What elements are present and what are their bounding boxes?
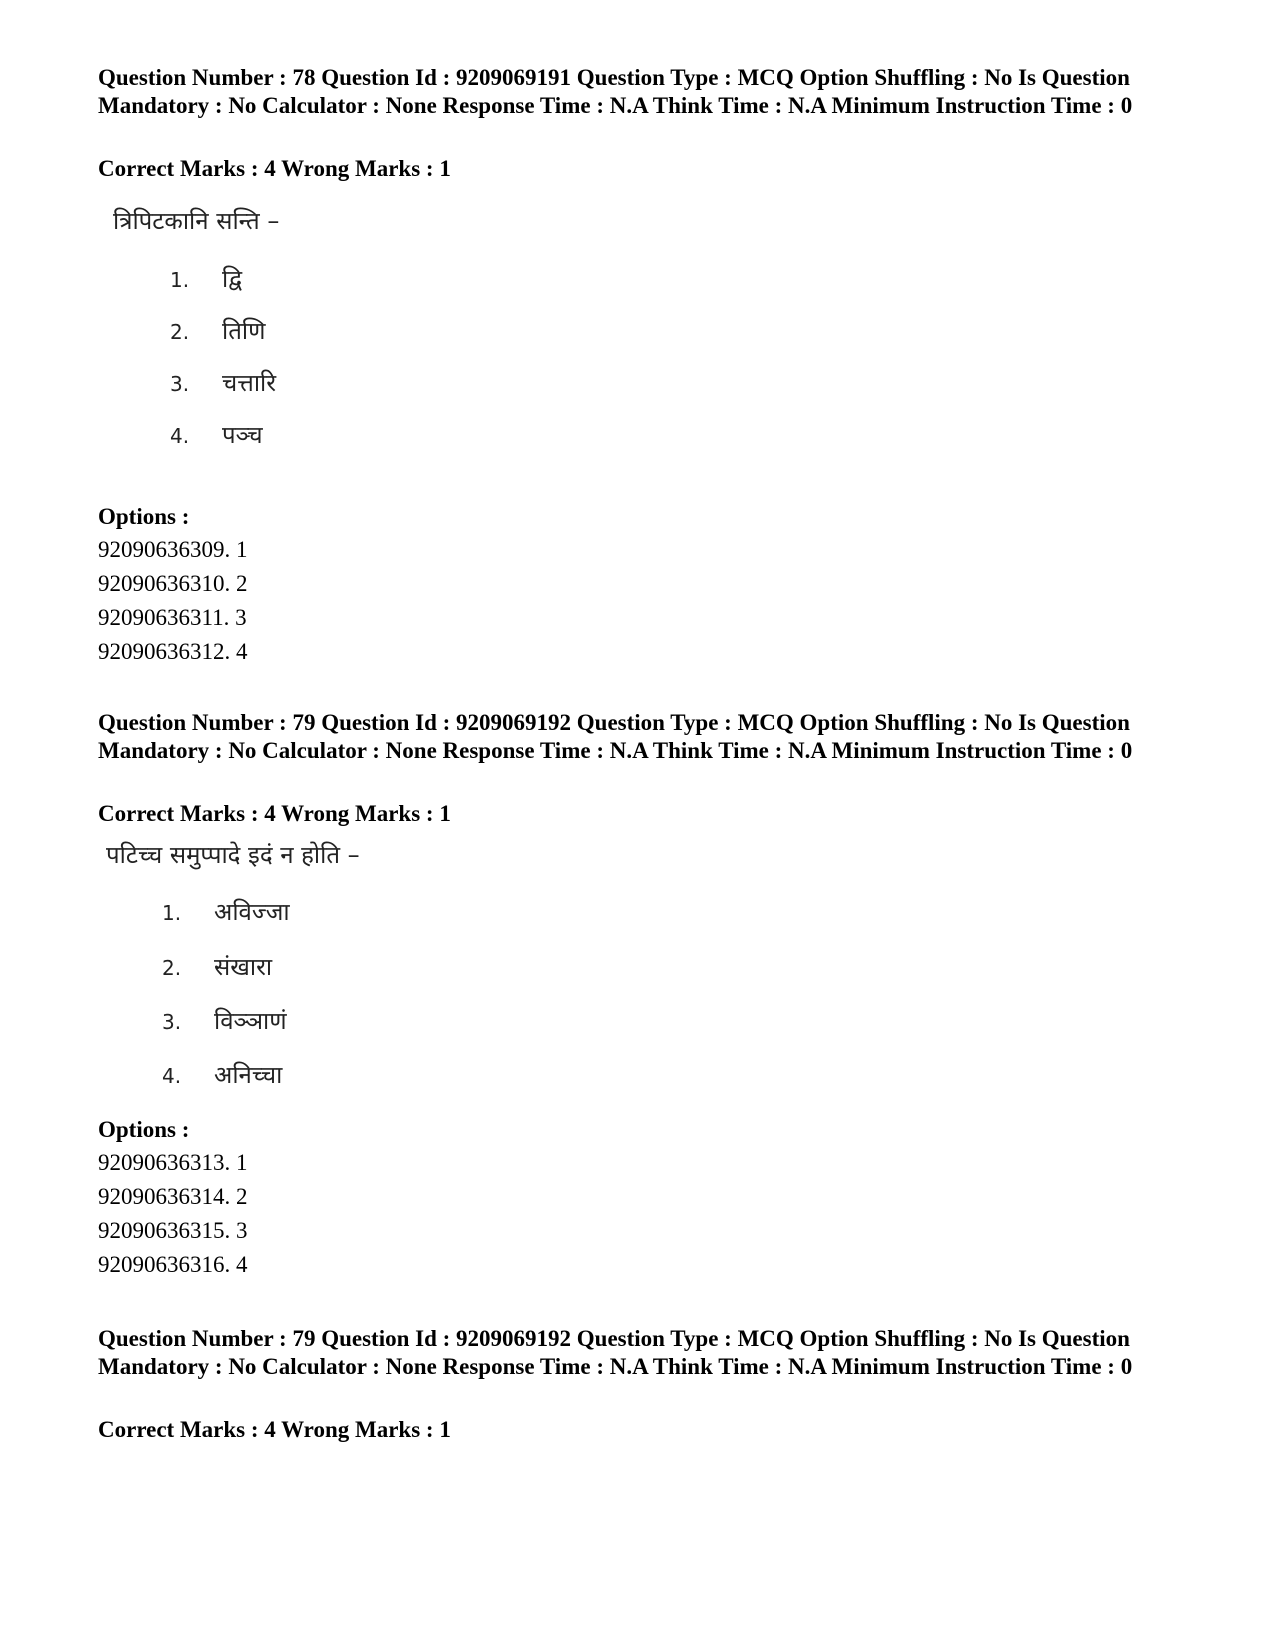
choice-text: द्वि (222, 265, 243, 293)
question-choice (170, 418, 263, 451)
question-choice (170, 262, 242, 295)
option-line: 92090636309. 1 (98, 537, 248, 562)
choice-number: 3. (170, 372, 190, 396)
option-line: 92090636311. 3 (98, 605, 247, 630)
question-stem: पटिच्च समुप्पादे इदं न होति – (106, 841, 360, 869)
choice-text: पञ्च (222, 421, 263, 449)
options-label: Options : (98, 1117, 190, 1142)
question-choice (162, 895, 290, 928)
choice-number: 1. (162, 901, 182, 925)
question-marks: Correct Marks : 4 Wrong Marks : 1 (98, 156, 451, 181)
question-header: Question Number : 78 Question Id : 9209069191 Question Type : MCQ Option Shuffling : No Is Question Mandatory : No Calculator : None Response Time : N.A Think Time : N.A Minimum Instruction Time : 0 (98, 65, 1133, 118)
choice-number: 1. (170, 268, 190, 292)
option-line: 92090636315. 3 (98, 1218, 248, 1243)
question-header: Question Number : 79 Question Id : 9209069192 Question Type : MCQ Option Shuffling : No Is Question Mandatory : No Calculator : None Response Time : N.A Think Time : N.A Minimum Instruction Time : 0 (98, 710, 1133, 763)
question-choice (170, 314, 265, 347)
option-line: 92090636313. 1 (98, 1150, 248, 1175)
question-image (106, 840, 360, 870)
option-line: 92090636310. 2 (98, 571, 248, 596)
choice-number: 4. (162, 1064, 182, 1088)
question-choice (162, 1004, 287, 1037)
option-line: 92090636314. 2 (98, 1184, 248, 1209)
option-line: 92090636312. 4 (98, 639, 248, 664)
choice-text: विञ्ञाणं (214, 1007, 287, 1035)
choice-text: संखारा (214, 953, 273, 981)
choice-number: 2. (170, 320, 190, 344)
choice-text: तिणि (222, 317, 266, 345)
question-choice (170, 366, 276, 399)
question-choice (162, 950, 272, 983)
options-label: Options : (98, 504, 190, 529)
choice-number: 3. (162, 1010, 182, 1034)
choice-text: अविज्जा (214, 898, 290, 926)
question-choice (162, 1058, 282, 1091)
question-image (113, 206, 279, 236)
choice-number: 2. (162, 956, 182, 980)
choice-text: चत्तारि (222, 369, 277, 397)
option-line: 92090636316. 4 (98, 1252, 248, 1277)
question-header: Question Number : 79 Question Id : 9209069192 Question Type : MCQ Option Shuffling : No Is Question Mandatory : No Calculator : None Response Time : N.A Think Time : N.A Minimum Instruction Time : 0 (98, 1326, 1133, 1379)
question-marks: Correct Marks : 4 Wrong Marks : 1 (98, 1417, 451, 1442)
question-marks: Correct Marks : 4 Wrong Marks : 1 (98, 801, 451, 826)
question-stem: त्रिपिटकानि सन्ति – (113, 207, 280, 235)
choice-text: अनिच्चा (214, 1061, 283, 1089)
choice-number: 4. (170, 424, 190, 448)
